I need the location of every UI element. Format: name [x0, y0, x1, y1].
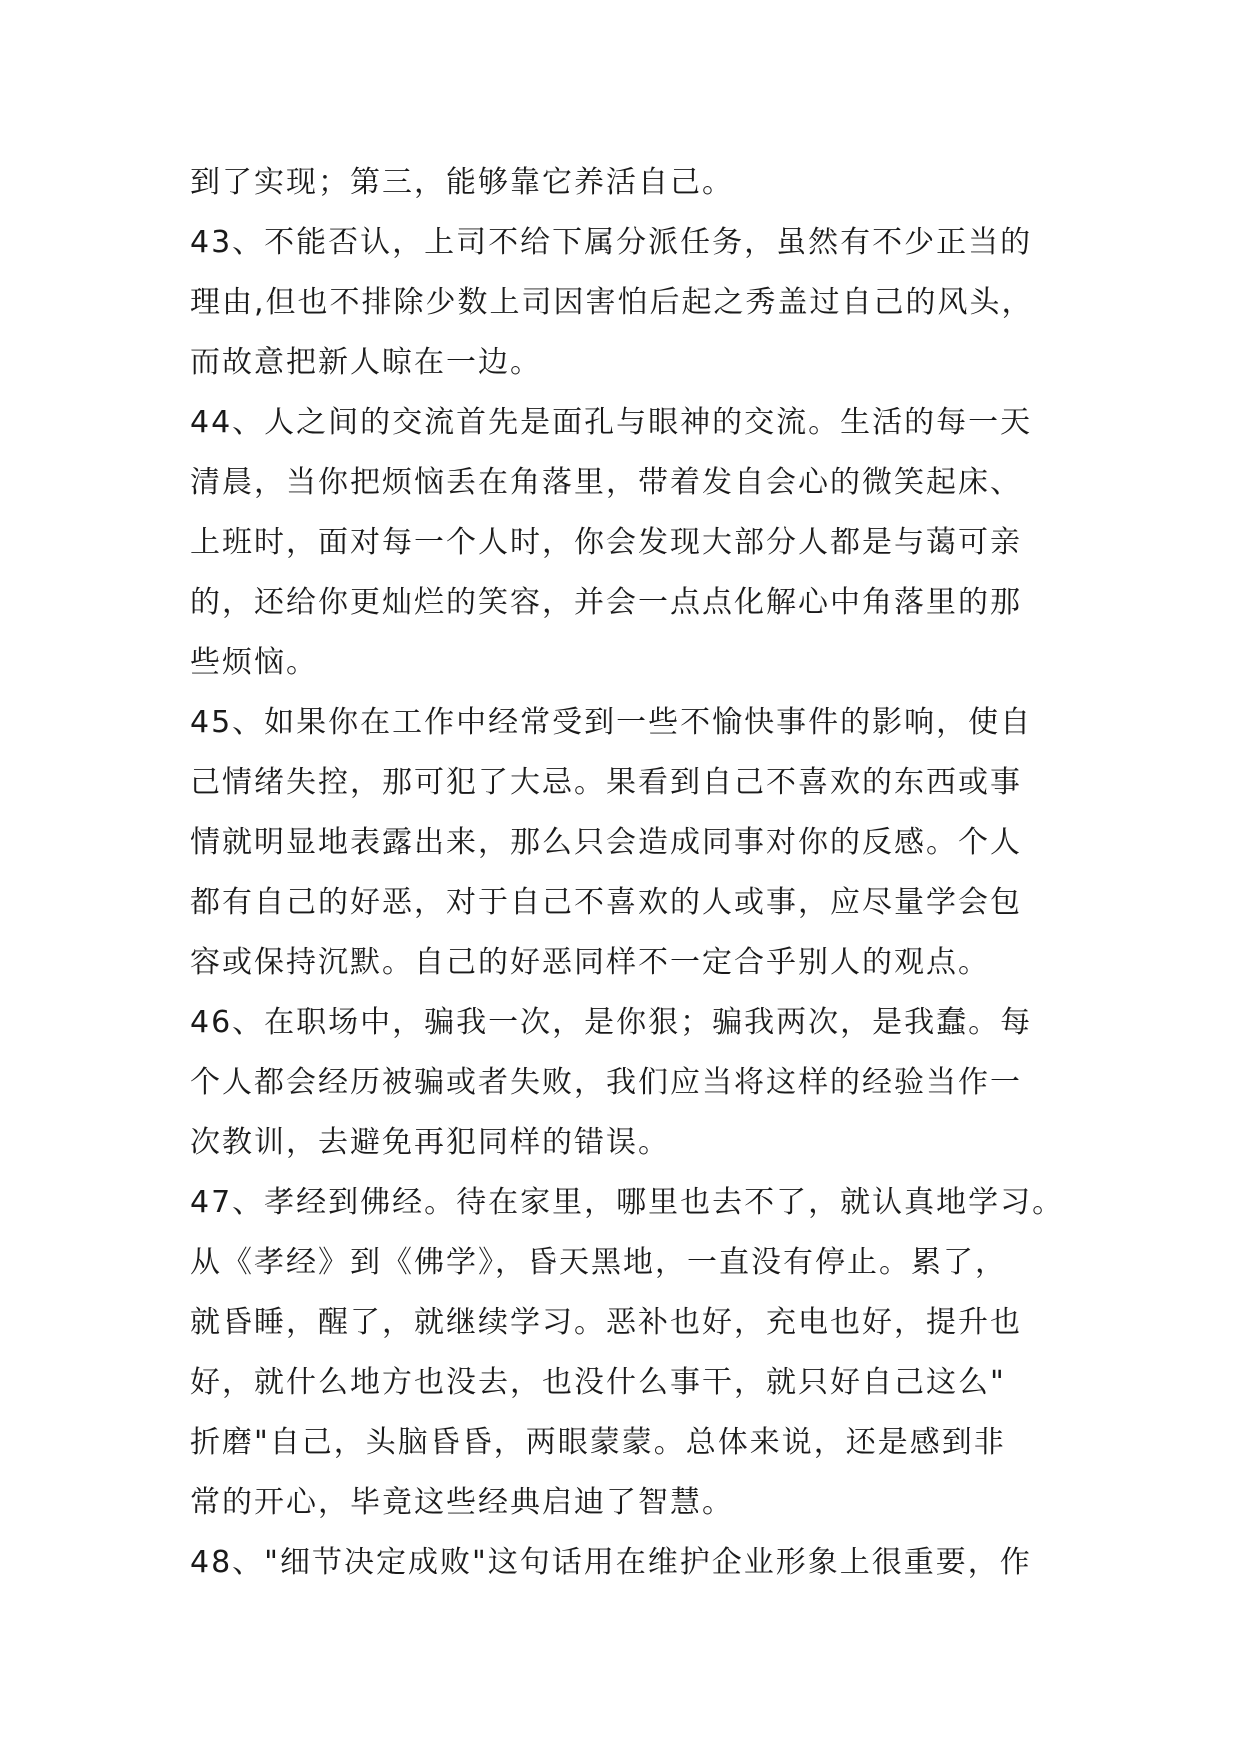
text-line: 常的开心，毕竟这些经典启迪了智慧。 — [190, 1485, 734, 1520]
text-line: 45、如果你在工作中经常受到一些不愉快事件的影响，使自 — [190, 705, 1033, 740]
text-line: 从《孝经》到《佛学》，昏天黑地，一直没有停止。累了， — [190, 1245, 1007, 1280]
text-line: 到了实现；第三，能够靠它养活自己。 — [190, 165, 734, 200]
text-line: 己情绪失控，那可犯了大忌。果看到自己不喜欢的东西或事 — [190, 765, 1022, 800]
text-line: 些烦恼。 — [190, 645, 318, 680]
text-line: 理由,但也不排除少数上司因害怕后起之秀盖过自己的风头， — [190, 285, 1034, 320]
text-line: 就昏睡，醒了，就继续学习。恶补也好，充电也好，提升也 — [190, 1305, 1022, 1340]
text-line: 个人都会经历被骗或者失败，我们应当将这样的经验当作一 — [190, 1065, 1022, 1100]
text-line: 次教训，去避免再犯同样的错误。 — [190, 1125, 670, 1160]
text-line: 48、"细节决定成败"这句话用在维护企业形象上很重要，作 — [190, 1545, 1032, 1580]
text-line: 情就明显地表露出来，那么只会造成同事对你的反感。个人 — [190, 825, 1022, 860]
text-line: 好，就什么地方也没去，也没什么事干，就只好自己这么" — [190, 1365, 1006, 1400]
text-line: 47、孝经到佛经。待在家里，哪里也去不了，就认真地学习。 — [190, 1185, 1065, 1220]
document-body — [190, 153, 1090, 1593]
text-line: 而故意把新人晾在一边。 — [190, 345, 542, 380]
text-line: 46、在职场中，骗我一次，是你狠；骗我两次，是我蠢。每 — [190, 1005, 1033, 1040]
text-line: 的，还给你更灿烂的笑容，并会一点点化解心中角落里的那 — [190, 585, 1022, 620]
text-line: 43、不能否认，上司不给下属分派任务，虽然有不少正当的 — [190, 225, 1033, 260]
text-line: 都有自己的好恶，对于自己不喜欢的人或事，应尽量学会包 — [190, 885, 1022, 920]
text-line: 容或保持沉默。自己的好恶同样不一定合乎别人的观点。 — [190, 945, 990, 980]
text-line: 折磨"自己，头脑昏昏，两眼蒙蒙。总体来说，还是感到非 — [190, 1425, 1006, 1460]
text-line: 清晨，当你把烦恼丢在角落里，带着发自会心的微笑起床、 — [190, 465, 1022, 500]
text-line: 上班时，面对每一个人时，你会发现大部分人都是与蔼可亲 — [190, 525, 1022, 560]
text-line: 44、人之间的交流首先是面孔与眼神的交流。生活的每一天 — [190, 405, 1033, 440]
